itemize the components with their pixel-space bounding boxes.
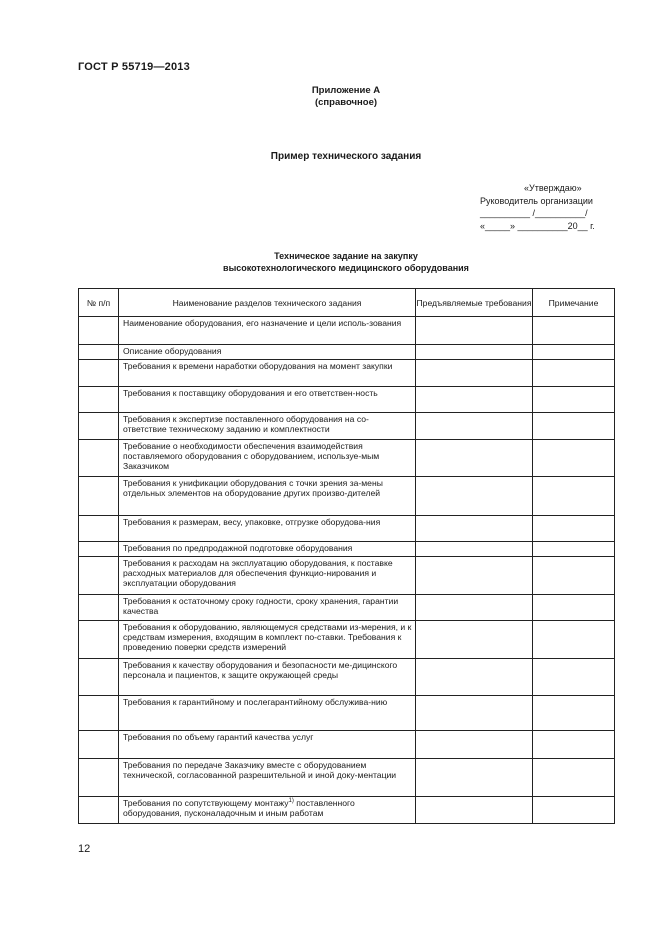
- table-row: [79, 360, 615, 387]
- row-section-text: Требования к унификации оборудования с точки зрения за-мены отдельных элементов на оборудование других произво-дителей: [123, 478, 383, 499]
- requirements-table: [78, 288, 615, 824]
- table-row: [79, 516, 615, 542]
- row-section-name: [119, 477, 416, 516]
- row-number-cell: [79, 595, 119, 621]
- table-row: [79, 696, 615, 731]
- row-section-text: Требования по предпродажной подготовке оборудования: [123, 543, 353, 553]
- footnote-marker: 1): [288, 798, 294, 804]
- header-note: Примечание: [533, 289, 615, 317]
- row-section-text: Наименование оборудования, его назначение и цели исполь-зования: [123, 318, 402, 328]
- row-section-text: Требования к поставщику оборудования и его ответствен-ность: [123, 388, 378, 398]
- row-section-text: Требования по передаче Заказчику вместе с оборудованием технической, согласованной разрешительной и иной доку-ментации: [123, 760, 397, 781]
- approval-line-2: Руководитель организации: [480, 195, 593, 206]
- appendix-note: (справочное): [314, 97, 378, 108]
- row-section-text: Требования по сопутствующему монтажу: [123, 798, 289, 808]
- row-number-cell: [79, 387, 119, 413]
- row-requirements-cell: [416, 477, 533, 516]
- row-section-text: Требования по объему гарантий качества услуг: [123, 732, 314, 742]
- row-number-cell: [79, 477, 119, 516]
- row-requirements-cell: [416, 317, 533, 345]
- row-note-cell: [533, 731, 615, 759]
- row-note-cell: [533, 595, 615, 621]
- row-section-text: Требования к размерам, весу, упаковке, отгрузке оборудова-ния: [123, 517, 381, 527]
- row-requirements-cell: [416, 797, 533, 824]
- row-requirements-cell: [416, 659, 533, 696]
- row-requirements-cell: [416, 360, 533, 387]
- table-header-row: [79, 289, 615, 317]
- row-number-cell: [79, 621, 119, 659]
- row-section-name: [119, 542, 416, 557]
- row-note-cell: [533, 477, 615, 516]
- row-section-text-tail: поставленного оборудования, пусконаладочным и иным работам: [123, 798, 355, 819]
- row-note-cell: [533, 759, 615, 797]
- row-note-cell: [533, 696, 615, 731]
- row-requirements-cell: [416, 595, 533, 621]
- row-requirements-cell: [416, 413, 533, 440]
- header-requirements: Предъявляемые требования: [416, 289, 533, 317]
- approval-block: [480, 182, 595, 232]
- row-note-cell: [533, 621, 615, 659]
- row-section-name: [119, 516, 416, 542]
- row-note-cell: [533, 516, 615, 542]
- table-body: [79, 317, 615, 824]
- row-section-name: [119, 440, 416, 477]
- row-requirements-cell: [416, 759, 533, 797]
- page-number: 12: [78, 843, 91, 855]
- row-note-cell: [533, 317, 615, 345]
- row-section-text: Требования к остаточному сроку годности, сроку хранения, гарантии качества: [123, 596, 399, 617]
- example-title: Пример технического задания: [270, 151, 422, 162]
- table-row: [79, 387, 615, 413]
- row-note-cell: [533, 797, 615, 824]
- row-requirements-cell: [416, 696, 533, 731]
- table-row: [79, 317, 615, 345]
- row-note-cell: [533, 387, 615, 413]
- row-section-text: Описание оборудования: [123, 346, 222, 356]
- row-note-cell: [533, 345, 615, 360]
- row-requirements-cell: [416, 542, 533, 557]
- row-section-name: [119, 659, 416, 696]
- row-note-cell: [533, 440, 615, 477]
- table-row: [79, 557, 615, 595]
- approval-line-4: «_____» __________20__ г.: [480, 220, 595, 231]
- row-section-name: [119, 387, 416, 413]
- row-section-name: [119, 345, 416, 360]
- row-requirements-cell: [416, 387, 533, 413]
- row-note-cell: [533, 542, 615, 557]
- row-requirements-cell: [416, 440, 533, 477]
- row-number-cell: [79, 542, 119, 557]
- document-code: ГОСТ Р 55719—2013: [78, 61, 190, 73]
- spec-title: [0, 251, 661, 274]
- row-number-cell: [79, 440, 119, 477]
- table-row: [79, 797, 615, 824]
- row-number-cell: [79, 360, 119, 387]
- row-number-cell: [79, 516, 119, 542]
- row-section-text: Требования к оборудованию, являющемуся средствами из-мерения, и к средствам измерения, входящим в комплект по-ставки. Требования к проведению поверки средств измерений: [123, 622, 412, 653]
- row-section-name: [119, 360, 416, 387]
- table-row: [79, 477, 615, 516]
- row-requirements-cell: [416, 557, 533, 595]
- appendix-label: Приложение А: [311, 85, 381, 96]
- appendix-heading: [0, 85, 661, 109]
- row-requirements-cell: [416, 516, 533, 542]
- row-section-text: Требования к расходам на эксплуатацию оборудования, к поставке расходных материалов для обеспечения функцио-нирования и эксплуатации оборудования: [123, 558, 393, 589]
- row-number-cell: [79, 696, 119, 731]
- row-section-name: [119, 696, 416, 731]
- row-number-cell: [79, 345, 119, 360]
- approval-line-1: «Утверждаю»: [524, 183, 582, 193]
- row-section-text: Требование о необходимости обеспечения взаимодействия поставляемого оборудования с оборудованием, используе-мым Заказчиком: [123, 441, 380, 472]
- table-row: [79, 759, 615, 797]
- table-row: [79, 731, 615, 759]
- table-row: [79, 659, 615, 696]
- table-row: [79, 595, 615, 621]
- row-section-name: [119, 413, 416, 440]
- table-row: [79, 413, 615, 440]
- row-note-cell: [533, 413, 615, 440]
- row-section-name: [119, 621, 416, 659]
- row-section-name: [119, 759, 416, 797]
- row-section-name: [119, 317, 416, 345]
- row-note-cell: [533, 659, 615, 696]
- table-row: [79, 542, 615, 557]
- table-row: [79, 440, 615, 477]
- row-number-cell: [79, 731, 119, 759]
- row-section-name: [119, 797, 416, 824]
- row-section-text: Требования к экспертизе поставленного оборудования на со-ответствие техническому заданию и комплектности: [123, 414, 369, 435]
- table-row: [79, 345, 615, 360]
- row-number-cell: [79, 413, 119, 440]
- row-number-cell: [79, 317, 119, 345]
- row-number-cell: [79, 557, 119, 595]
- row-number-cell: [79, 759, 119, 797]
- row-section-text: Требования к гарантийному и послегарантийному обслужива-нию: [123, 697, 388, 707]
- approval-line-3: __________ /__________/: [480, 208, 588, 218]
- row-section-name: [119, 731, 416, 759]
- row-number-cell: [79, 659, 119, 696]
- row-note-cell: [533, 360, 615, 387]
- spec-title-line-1: Техническое задание на закупку: [274, 251, 418, 261]
- header-num: № п/п: [79, 289, 119, 317]
- row-requirements-cell: [416, 621, 533, 659]
- row-requirements-cell: [416, 731, 533, 759]
- header-section-name: Наименование разделов технического задания: [119, 289, 416, 317]
- row-section-name: [119, 595, 416, 621]
- row-note-cell: [533, 557, 615, 595]
- row-section-name: [119, 557, 416, 595]
- row-requirements-cell: [416, 345, 533, 360]
- row-section-text: Требования к качеству оборудования и безопасности ме-дицинского персонала и пациентов, к защите окружающей среды: [123, 660, 398, 681]
- spec-title-line-2: высокотехнологического медицинского оборудования: [223, 262, 469, 273]
- row-section-text: Требования к времени наработки оборудования на момент закупки: [123, 361, 393, 371]
- row-number-cell: [79, 797, 119, 824]
- table-row: [79, 621, 615, 659]
